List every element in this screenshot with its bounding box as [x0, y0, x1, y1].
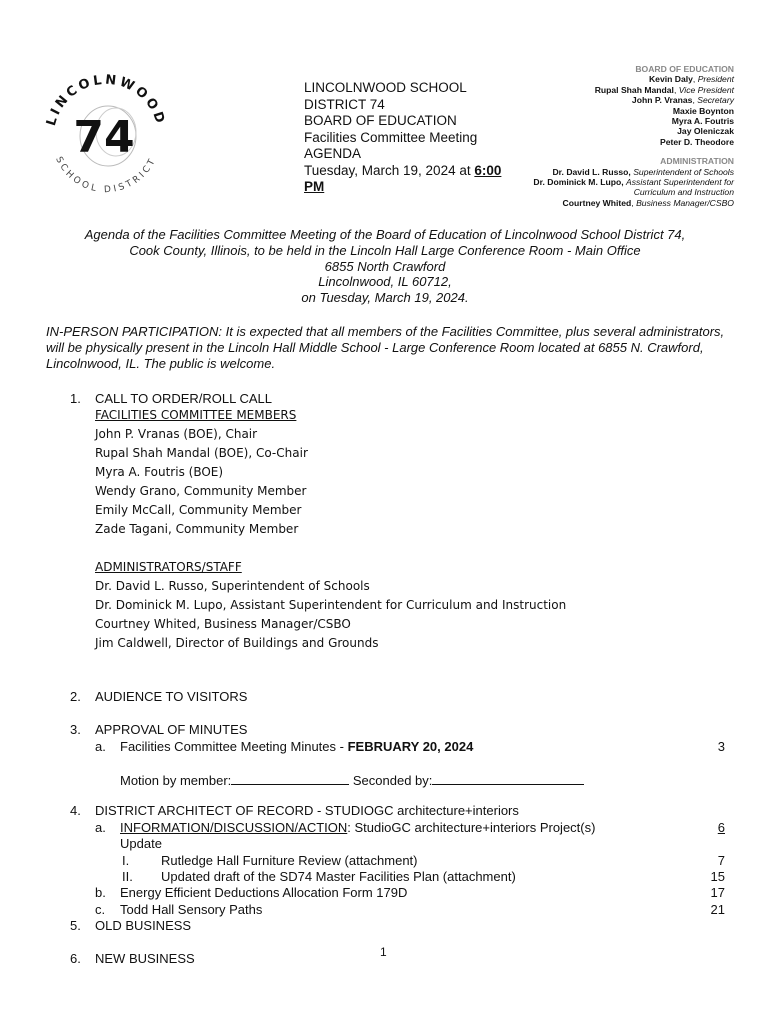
board-list: [533, 64, 734, 208]
header-line: Facilities Committee Meeting: [304, 129, 478, 145]
logo-number: 74: [73, 112, 135, 163]
sub-item: Todd Hall Sensory Paths: [120, 902, 263, 917]
date-text: Tuesday, March 19, 2024 at: [304, 162, 475, 178]
admin-member: Courtney Whited, Business Manager/CSBO: [562, 197, 734, 208]
committee-heading: FACILITIES COMMITTEE MEMBERS: [95, 408, 297, 422]
admin-member: Dr. Dominick M. Lupo, Assistant Superintendent for: [533, 177, 734, 188]
roman-label: II.: [122, 869, 133, 884]
logo-arc-text: LINCOLNWOOD: [44, 72, 169, 128]
item-title: AUDIENCE TO VISITORS: [95, 689, 248, 704]
header-line: LINCOLNWOOD SCHOOL: [304, 80, 467, 95]
page-ref: 15: [710, 869, 725, 884]
header-line: BOARD OF EDUCATION: [304, 113, 457, 128]
item-number: 1.: [70, 391, 81, 406]
item-number: 5.: [70, 918, 81, 933]
intro-line: 6855 North Crawford: [324, 258, 446, 274]
action-label: INFORMATION/DISCUSSION/ACTION: [120, 820, 348, 835]
agenda-intro: [0, 227, 770, 306]
sub-item: Rutledge Hall Furniture Review (attachment): [161, 853, 418, 868]
item-title: NEW BUSINESS: [95, 951, 195, 966]
page-ref: 6: [717, 820, 725, 835]
intro-line: Cook County, Illinois, to be held in the Lincoln Hall Large Conference Room - Main Office: [129, 242, 641, 258]
item-title: CALL TO ORDER/ROLL CALL: [95, 391, 273, 406]
meeting-header: [304, 80, 501, 196]
board-member: John P. Vranas, Secretary: [631, 95, 734, 106]
district-logo: [40, 70, 172, 198]
in-person-note: IN-PERSON PARTICIPATION: It is expected that all members of the Facilities Committee, plus several administrators, will be physically present in the Lincoln Hall Middle School - Large Conference Room located at 6855 N. Crawford, Lincolnwood, IL. The public is welcome.: [46, 324, 725, 371]
page-ref: 17: [710, 885, 725, 900]
logo-bottom-text: SCHOOL DISTRICT: [53, 155, 159, 196]
sub-label: b.: [95, 885, 106, 900]
motion-line: Motion by member: Seconded by:: [120, 772, 584, 788]
staff-member: Courtney Whited, Business Manager/CSBO: [95, 617, 351, 631]
page-ref: 7: [717, 853, 725, 868]
staff-member: Jim Caldwell, Director of Buildings and Grounds: [95, 636, 379, 650]
committee-member: Rupal Shah Mandal (BOE), Co-Chair: [95, 446, 308, 460]
committee-member: Zade Tagani, Community Member: [95, 522, 299, 536]
architect-item: INFORMATION/DISCUSSION/ACTION: StudioGC architecture+interiors Project(s): [120, 820, 596, 835]
minutes-date: FEBRUARY 20, 2024: [347, 739, 474, 754]
item-number: 4.: [70, 803, 81, 818]
item-number: 3.: [70, 722, 81, 737]
board-member: Myra A. Foutris: [671, 116, 734, 127]
page-ref: 21: [710, 902, 725, 917]
committee-member: John P. Vranas (BOE), Chair: [95, 427, 258, 441]
item-title: OLD BUSINESS: [95, 918, 192, 933]
header-line: AGENDA: [304, 146, 362, 161]
sub-item: Energy Efficient Deductions Allocation Form 179D: [120, 885, 408, 900]
intro-line: on Tuesday, March 19, 2024.: [301, 290, 469, 306]
meeting-time: 6:00: [474, 162, 502, 178]
admin-member: Dr. David L. Russo, Superintendent of Schools: [552, 166, 734, 177]
architect-item-cont: Update: [120, 836, 162, 851]
admin-heading: ADMINISTRATION: [660, 156, 734, 167]
board-member: Peter D. Theodore: [659, 136, 734, 147]
staff-heading: ADMINISTRATORS/STAFF: [95, 560, 242, 574]
page-ref: 3: [717, 739, 725, 754]
intro-line: Lincolnwood, IL 60712,: [318, 274, 452, 290]
item-number: 6.: [70, 951, 81, 966]
roman-label: I.: [122, 853, 130, 868]
intro-line: Agenda of the Facilities Committee Meeting of the Board of Education of Lincolnwood School District 74,: [84, 227, 686, 242]
board-member: Jay Oleniczak: [677, 126, 734, 137]
sub-item: Updated draft of the SD74 Master Facilities Plan (attachment): [161, 869, 516, 884]
minutes-item: Facilities Committee Meeting Minutes - FEBRUARY 20, 2024: [120, 739, 474, 754]
sub-label: a.: [95, 820, 106, 835]
staff-member: Dr. David L. Russo, Superintendent of Schools: [95, 579, 370, 593]
board-member: Rupal Shah Mandal, Vice President: [594, 84, 734, 95]
board-member: Maxie Boynton: [672, 105, 734, 116]
seconded-blank[interactable]: [432, 772, 584, 785]
sub-label: c.: [95, 902, 106, 917]
staff-member: Dr. Dominick M. Lupo, Assistant Superintendent for Curriculum and Instruction: [95, 598, 567, 612]
meeting-time-pm: PM: [304, 179, 325, 194]
sub-label: a.: [95, 739, 106, 754]
committee-member: Emily McCall, Community Member: [95, 503, 302, 517]
board-member: Kevin Daly, President: [648, 74, 734, 85]
header-line: DISTRICT 74: [304, 96, 385, 112]
committee-member: Myra A. Foutris (BOE): [95, 465, 224, 479]
committee-member: Wendy Grano, Community Member: [95, 484, 307, 498]
admin-member: Curriculum and Instruction: [633, 187, 734, 198]
board-heading: BOARD OF EDUCATION: [635, 64, 734, 74]
meeting-date: [304, 163, 501, 180]
item-title: DISTRICT ARCHITECT OF RECORD - STUDIOGC architecture+interiors: [95, 803, 519, 818]
page-number: 1: [380, 945, 387, 959]
item-title: APPROVAL OF MINUTES: [95, 722, 248, 737]
item-number: 2.: [70, 689, 81, 704]
motion-blank[interactable]: [231, 772, 349, 785]
